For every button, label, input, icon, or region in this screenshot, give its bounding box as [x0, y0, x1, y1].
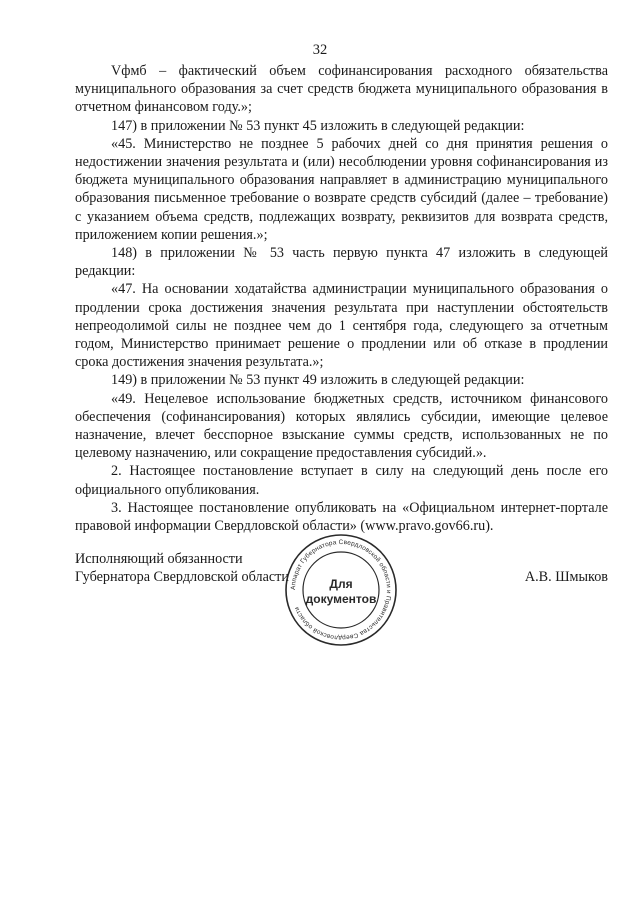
page-number: 32 — [312, 42, 328, 58]
document-body — [75, 62, 608, 535]
paragraph: «45. Министерство не позднее 5 рабочих дней со дня принятия решения о недостижении значения результата и (или) несоблюдении уровня софинансирования из бюджета муниципального образования направляет в администрацию муниципального образования письменное требование о возврате средств субсидий (далее – требование) с указанием объема средств, подлежащих возврату, реквизитов для возврата средств, приложением копии решения.»; — [75, 135, 608, 243]
official-stamp — [283, 532, 399, 648]
paragraph: 148) в приложении № 53 часть первую пункта 47 изложить в следующей редакции: — [75, 245, 608, 280]
signatory-position — [75, 550, 289, 586]
stamp-ring-text: Аппарат Губернатора Свердловской области и Правительства Свердловской области — [289, 538, 393, 642]
paragraph: 2. Настоящее постановление вступает в силу на следующий день после его официального опубликования. — [75, 463, 608, 498]
paragraph: Vфмб – фактический объем софинансирования расходного обязательства муниципального образования за счет средств бюджета муниципального образования в отчетном финансовом году.»; — [75, 63, 608, 116]
signatory-name: А.В. Шмыков — [524, 569, 608, 585]
paragraph: «47. На основании ходатайства администрации муниципального образования о продлении срока достижения значения результата при наступлении обстоятельств непреодолимой силы не позднее чем до 1 сентября года, следующего за отчетным годом, Министерство принимает решение о продлении или об отказе в продлении срока достижения значения результата.»; — [75, 281, 608, 371]
signatory-title-line2: Губернатора Свердловской области — [75, 569, 289, 586]
signatory-title-line1: Исполняющий обязанности — [75, 551, 243, 567]
paragraph: 149) в приложении № 53 пункт 49 изложить в следующей редакции: — [111, 372, 525, 389]
paragraph: 3. Настоящее постановление опубликовать на «Официальном интернет-портале правовой информации Свердловской области» (www.pravo.gov66.ru). — [75, 499, 608, 535]
stamp-center-line1: Для — [329, 577, 353, 591]
stamp-center-line2: документов — [305, 592, 377, 606]
paragraph: «49. Нецелевое использование бюджетных средств, источником финансового обеспечения (софинансирования) которых являлись субсидии, имеющие целевое назначение, влечет бесспорное взыскание суммы средств, использованных не по целевому назначению, или сокращение предоставления субсидий.». — [75, 390, 608, 462]
paragraph: 147) в приложении № 53 пункт 45 изложить в следующей редакции: — [111, 117, 525, 134]
